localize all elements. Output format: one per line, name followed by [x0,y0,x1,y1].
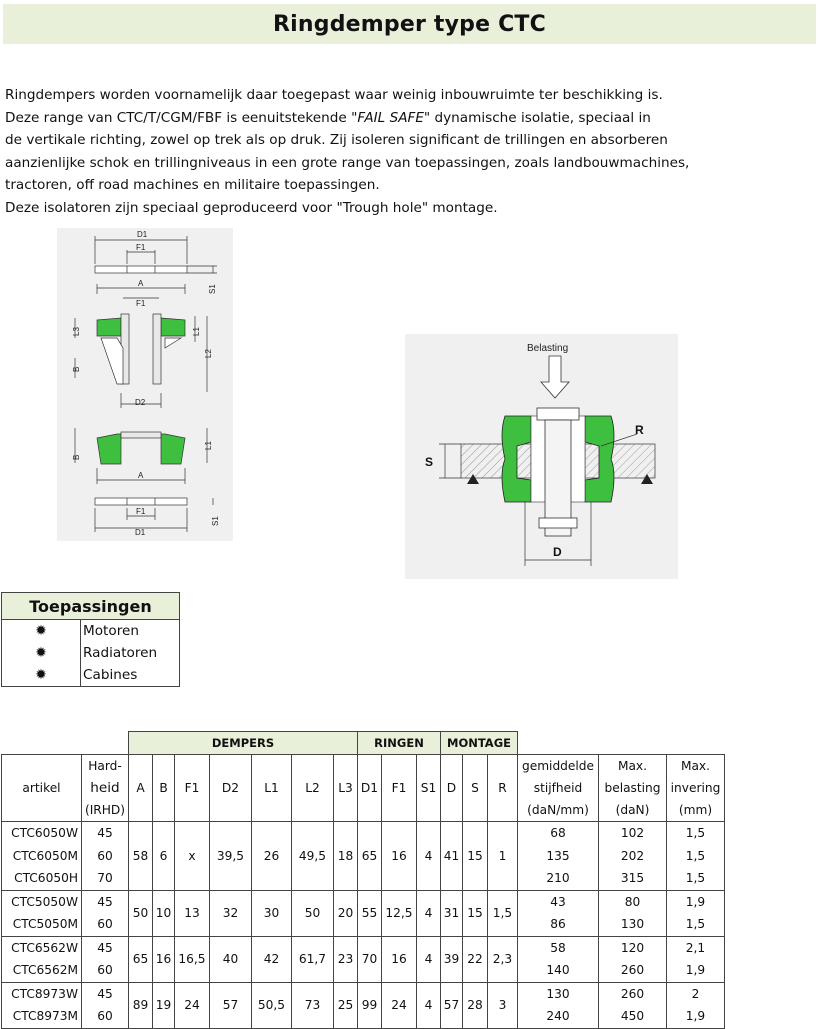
cell-dimension: 16 [382,822,417,891]
cell-belasting: 102 [599,822,667,845]
cell-dimension: 3 [488,982,518,1028]
table-row [2,890,725,913]
table-row [2,936,725,959]
col-invering: Max. invering (mm) [667,755,725,822]
cell-dimension: 16 [382,936,417,982]
cell-dimension: 50 [292,890,334,936]
cell-dimension: 23 [334,936,358,982]
col-l3: L3 [334,755,358,822]
cell-invering: 2,1 [667,936,725,959]
cell-dimension: 13 [175,890,210,936]
col-belasting: Max. belasting (daN) [599,755,667,822]
cell-dimension: 40 [210,936,252,982]
dim-label: L1 [192,327,201,336]
col-d1: D1 [358,755,382,822]
cell-hardheid: 45 [82,890,129,913]
dim-label: D1 [137,230,148,239]
cell-invering: 1,5 [667,845,725,868]
bullet-icon: ✹ [2,664,81,687]
cell-artikel: CTC8973M [2,1005,82,1028]
application-label: Motoren [81,620,180,643]
cell-stijfheid: 140 [518,959,599,982]
dim-label: F1 [136,299,146,308]
cell-hardheid: 60 [82,845,129,868]
application-label: Cabines [81,664,180,687]
dim-label: F1 [136,507,146,516]
cell-dimension: 4 [417,936,441,982]
dim-label: L3 [72,327,81,336]
cell-artikel: CTC6562W [2,936,82,959]
table-row [2,982,725,1005]
cell-belasting: 260 [599,959,667,982]
dimension-drawing [57,228,233,541]
title-bar [3,4,816,44]
plate-right [585,444,655,478]
cell-dimension: 22 [463,936,488,982]
cell-dimension: 70 [358,936,382,982]
r-label: R [635,423,644,437]
cell-invering: 1,5 [667,913,725,936]
col-a: A [129,755,153,822]
intro-line: Deze isolatoren zijn speciaal geproduceerd voor "Trough hole" montage. [5,199,498,216]
cell-dimension: 15 [463,890,488,936]
intro-line: Ringdempers worden voornamelijk daar toegepast waar weinig inbouwruimte ter beschikking is. [5,87,663,103]
cell-stijfheid: 86 [518,913,599,936]
cell-dimension: 57 [441,982,463,1028]
cell-dimension: 50 [129,890,153,936]
cell-dimension: 39,5 [210,822,252,891]
cell-dimension: 30 [252,890,292,936]
bullet-icon: ✹ [2,620,81,643]
page-title: Ringdemper type CTC [273,11,546,37]
cell-invering: 1,9 [667,890,725,913]
col-l1: L1 [252,755,292,822]
cell-hardheid: 70 [82,867,129,890]
cell-belasting: 120 [599,936,667,959]
mounting-drawing [405,334,678,579]
cell-dimension: 65 [129,936,153,982]
cell-hardheid: 60 [82,913,129,936]
dim-label: D1 [135,528,146,537]
col-r: R [488,755,518,822]
cell-dimension: 19 [153,982,175,1028]
col-b: B [153,755,175,822]
cell-dimension: 4 [417,982,441,1028]
dim-label: B [72,366,81,372]
cell-hardheid: 60 [82,1005,129,1028]
bolt-head [537,408,579,420]
cell-dimension: x [175,822,210,891]
cell-artikel: CTC6050W [2,822,82,845]
col-f1: F1 [175,755,210,822]
col-hardheid: Hard- heid (IRHD) [82,755,129,822]
dim-label: S1 [211,516,220,526]
cell-dimension: 24 [382,982,417,1028]
mounting-drawing-svg [405,334,678,579]
col-l2: L2 [292,755,334,822]
list-item [2,620,180,643]
cell-dimension: 4 [417,890,441,936]
cell-belasting: 315 [599,867,667,890]
cell-dimension: 25 [334,982,358,1028]
cell-stijfheid: 58 [518,936,599,959]
cell-dimension: 18 [334,822,358,891]
cell-dimension: 10 [153,890,175,936]
cell-dimension: 39 [441,936,463,982]
col-stijfheid: gemiddelde stijfheid (daN/mm) [518,755,599,822]
load-label: Belasting [527,343,569,354]
cell-artikel: CTC8973W [2,982,82,1005]
group-ringen: RINGEN [358,732,441,755]
col-d2: D2 [210,755,252,822]
cell-dimension: 6 [153,822,175,891]
spec-table [1,731,725,1029]
intro-line: Deze range van CTC/T/CGM/FBF is eenuitstekende "FAIL SAFE" dynamische isolatie, speciaal in [5,109,651,126]
dim-label: A [138,471,144,480]
table-row [2,822,725,845]
application-label: Radiatoren [81,642,180,664]
d-label: D [553,545,562,559]
cell-dimension: 16,5 [175,936,210,982]
cell-hardheid: 45 [82,822,129,845]
cell-dimension: 2,3 [488,936,518,982]
col-s1: S1 [417,755,441,822]
cell-dimension: 58 [129,822,153,891]
cell-dimension: 42 [252,936,292,982]
dim-label: L1 [204,441,213,450]
cell-stijfheid: 210 [518,867,599,890]
bullet-icon: ✹ [2,642,81,664]
col-artikel: artikel [2,755,82,822]
cell-dimension: 61,7 [292,936,334,982]
cell-dimension: 50,5 [252,982,292,1028]
cell-dimension: 73 [292,982,334,1028]
column-headers [2,755,725,822]
cell-invering: 1,9 [667,959,725,982]
cell-dimension: 65 [358,822,382,891]
cell-dimension: 12,5 [382,890,417,936]
dim-label: S1 [208,284,217,294]
dim-label: A [138,279,144,288]
cell-dimension: 28 [463,982,488,1028]
cell-dimension: 31 [441,890,463,936]
intro-text [5,84,815,219]
dim-label: B [72,454,81,460]
cell-dimension: 41 [441,822,463,891]
cell-dimension: 4 [417,822,441,891]
cell-dimension: 1,5 [488,890,518,936]
cell-dimension: 89 [129,982,153,1028]
dim-label: D2 [135,398,146,407]
load-arrow-icon [541,356,569,398]
cell-artikel: CTC5050W [2,890,82,913]
cell-stijfheid: 43 [518,890,599,913]
col-ring-f1: F1 [382,755,417,822]
cell-artikel: CTC6050H [2,867,82,890]
plate-left [461,444,531,478]
cell-dimension: 20 [334,890,358,936]
cell-dimension: 32 [210,890,252,936]
cell-dimension: 15 [463,822,488,891]
cell-invering: 1,5 [667,867,725,890]
cell-stijfheid: 135 [518,845,599,868]
cell-dimension: 16 [153,936,175,982]
cell-dimension: 99 [358,982,382,1028]
cell-artikel: CTC5050M [2,913,82,936]
s-label: S [425,455,434,469]
cell-dimension: 57 [210,982,252,1028]
cell-belasting: 202 [599,845,667,868]
cell-dimension: 55 [358,890,382,936]
list-item [2,664,180,687]
cell-invering: 1,5 [667,822,725,845]
cell-dimension: 24 [175,982,210,1028]
cell-belasting: 450 [599,1005,667,1028]
cell-dimension: 1 [488,822,518,891]
cell-invering: 1,9 [667,1005,725,1028]
cell-belasting: 80 [599,890,667,913]
cell-artikel: CTC6562M [2,959,82,982]
col-s: S [463,755,488,822]
cell-stijfheid: 68 [518,822,599,845]
intro-line: de vertikale richting, zowel op trek als op druk. Zij isoleren significant de trillingen en absorberen [5,132,668,148]
cell-dimension: 26 [252,822,292,891]
applications-table [1,592,180,687]
group-dempers: DEMPERS [129,732,358,755]
applications-header: Toepassingen [2,593,180,620]
cell-hardheid: 60 [82,959,129,982]
cell-hardheid: 45 [82,982,129,1005]
list-item [2,642,180,664]
intro-line: tractoren, off road machines en militaire toepassingen. [5,177,380,193]
dimension-drawing-svg [57,228,233,541]
cell-artikel: CTC6050M [2,845,82,868]
col-d: D [441,755,463,822]
cell-dimension: 49,5 [292,822,334,891]
cell-hardheid: 45 [82,936,129,959]
intro-line: aanzienlijke schok en trillingniveaus in een grote range van toepassingen, zoals landbouwmachines, [5,154,690,171]
cell-belasting: 130 [599,913,667,936]
dim-label: F1 [136,243,146,252]
bolt-nut [539,518,577,528]
fail-safe-text: FAIL SAFE [357,109,424,126]
cell-stijfheid: 130 [518,982,599,1005]
group-montage: MONTAGE [441,732,518,755]
dim-label: L2 [204,349,213,358]
cell-invering: 2 [667,982,725,1005]
cell-stijfheid: 240 [518,1005,599,1028]
cell-belasting: 260 [599,982,667,1005]
